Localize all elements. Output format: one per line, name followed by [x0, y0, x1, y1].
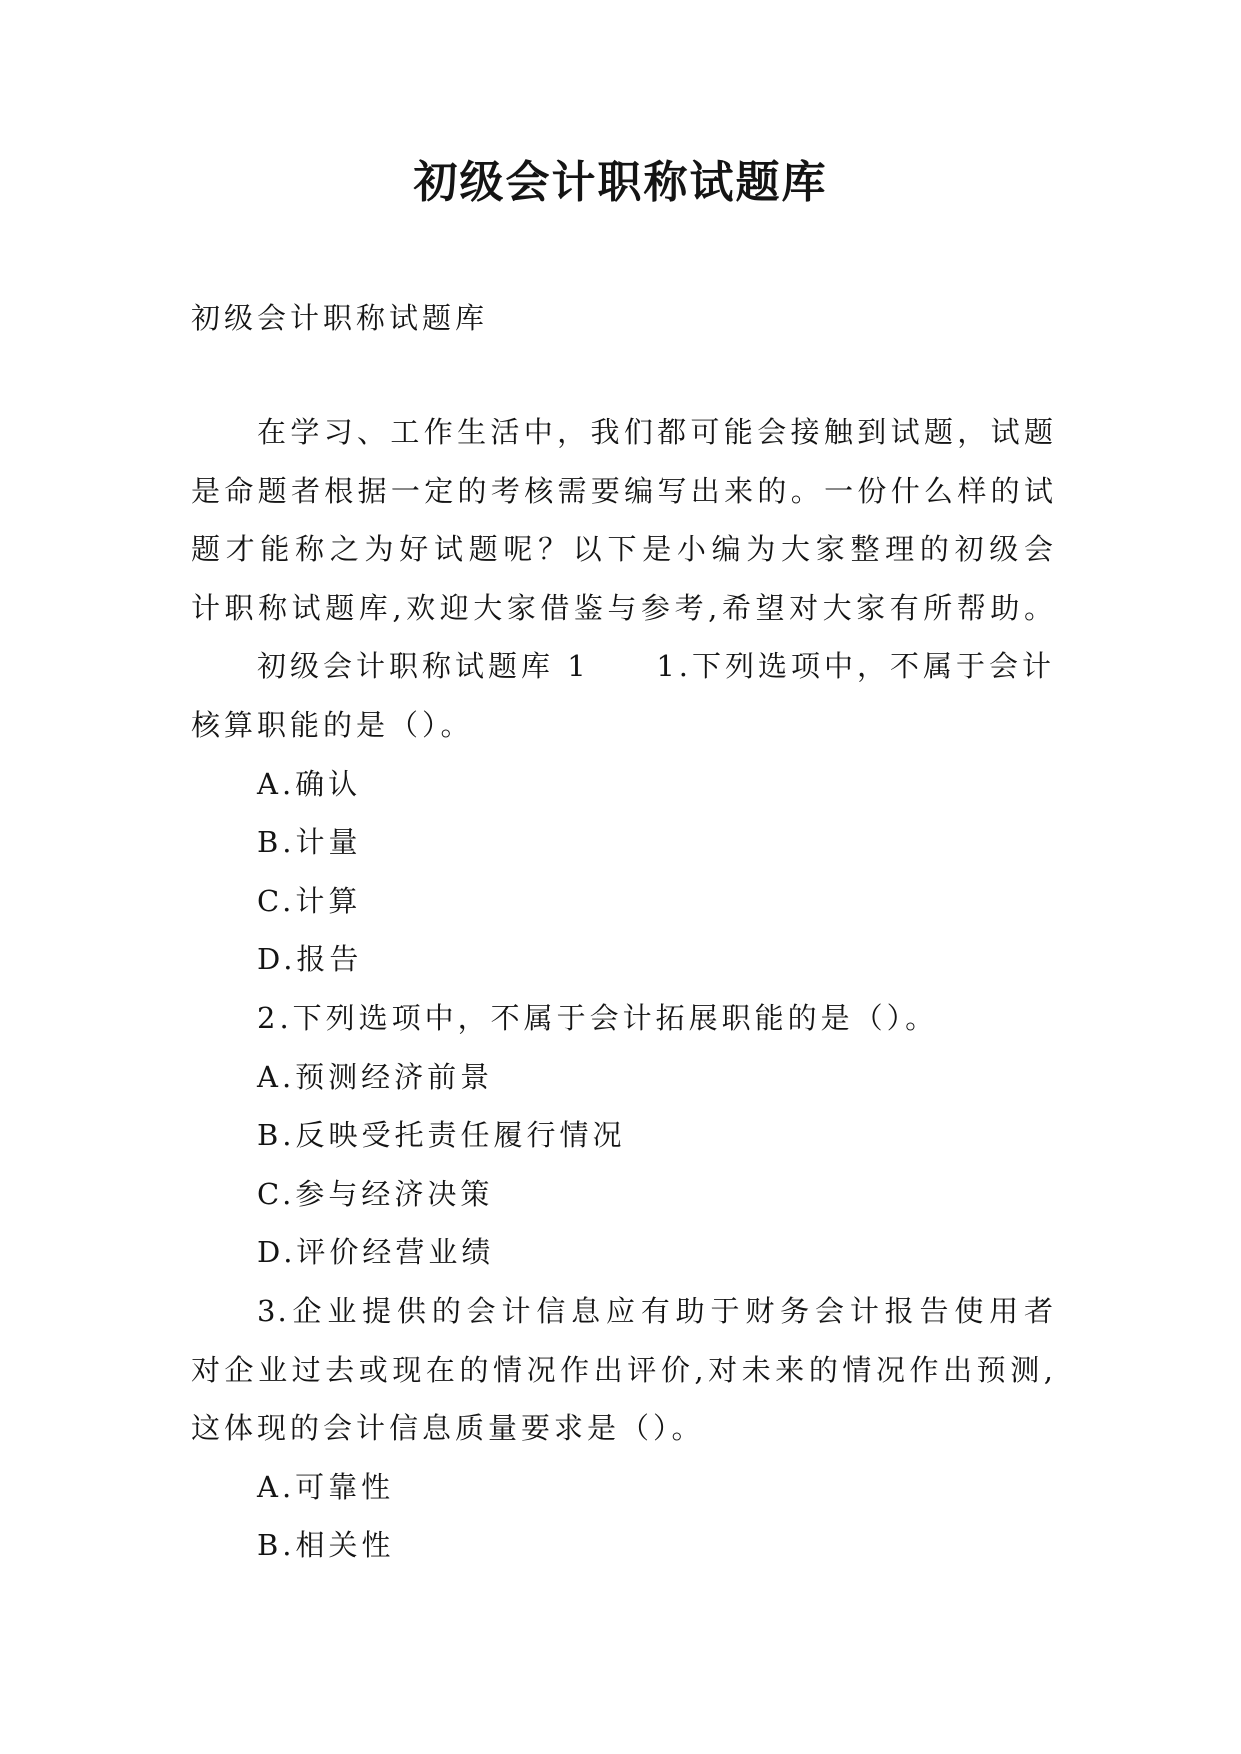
question-stem: 核算职能的是（）。: [191, 707, 474, 742]
answer-option: A.预测经济前景: [257, 1059, 494, 1094]
question-stem: 这体现的会计信息质量要求是（）。: [191, 1411, 705, 1446]
intro-line: 计职称试题库,欢迎大家借鉴与参考,希望对大家有所帮助。: [191, 590, 1055, 625]
answer-option: D.报告: [257, 942, 363, 977]
intro-line: 在学习、工作生活中，我们都可能会接触到试题，试题: [257, 415, 1055, 449]
question-stem: 对企业过去或现在的情况作出评价,对未来的情况作出预测,: [191, 1352, 1055, 1387]
intro-line: 是命题者根据一定的考核需要编写出来的。一份什么样的试: [191, 473, 1055, 508]
question-stem: 3.企业提供的会计信息应有助于财务会计报告使用者: [257, 1293, 1055, 1328]
question-stem: 1.下列选项中，不属于会计: [656, 649, 1055, 684]
intro-line: 题才能称之为好试题呢？以下是小编为大家整理的初级会: [191, 532, 1055, 567]
answer-option: C.参与经济决策: [257, 1176, 494, 1211]
answer-option: D.评价经营业绩: [257, 1235, 495, 1270]
document-subtitle: 初级会计职称试题库: [191, 301, 489, 335]
answer-option: B.反映受托责任履行情况: [257, 1118, 626, 1153]
document-body: [191, 403, 1055, 1575]
answer-option: A.可靠性: [257, 1469, 395, 1504]
answer-option: A.确认: [257, 766, 362, 801]
section-heading: 初级会计职称试题库 1: [257, 649, 590, 684]
section-heading-line: [191, 637, 1055, 696]
answer-option: B.相关性: [257, 1528, 395, 1563]
document-title: 初级会计职称试题库: [413, 157, 828, 208]
question-stem: 2.下列选项中，不属于会计拓展职能的是（）。: [257, 1000, 939, 1035]
answer-option: B.计量: [257, 825, 362, 860]
answer-option: C.计算: [257, 883, 362, 918]
